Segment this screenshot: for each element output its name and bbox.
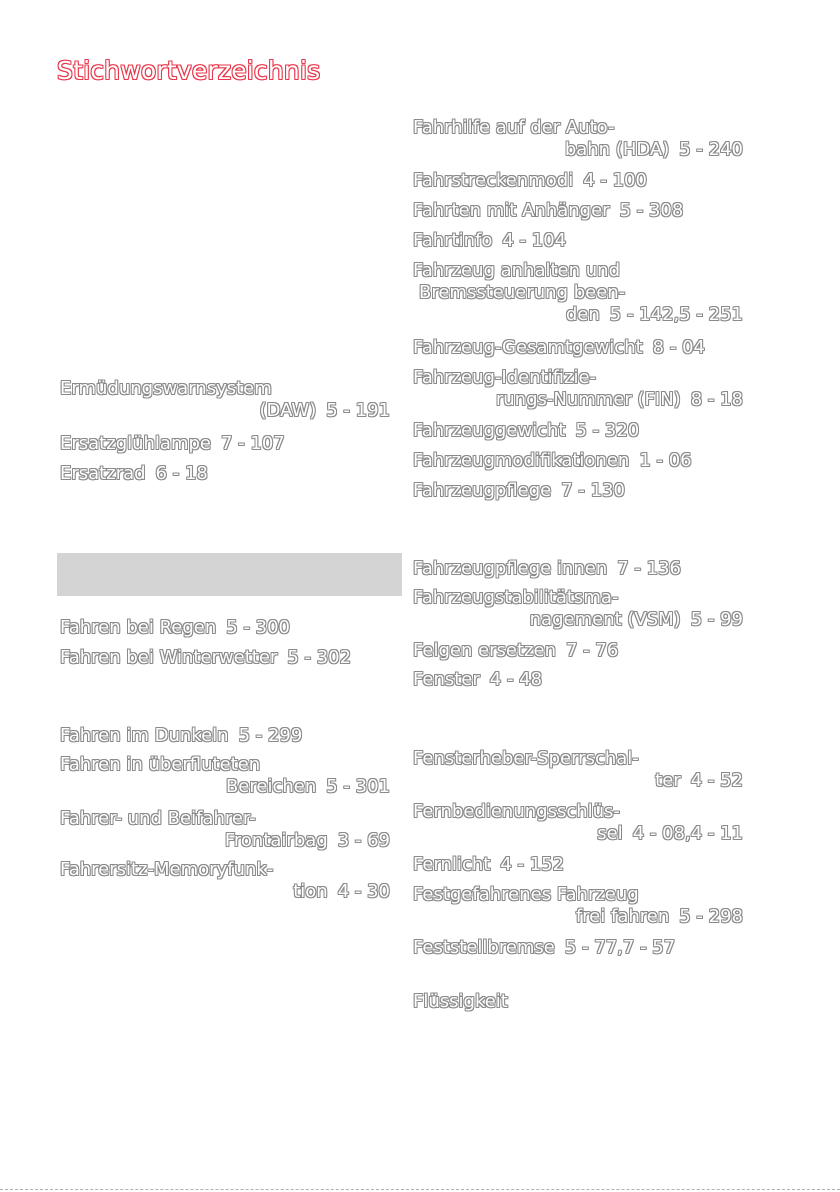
page-title: Stichwortverzeichnis <box>57 56 321 85</box>
index-entry: Fahrstreckenmodi 4 - 100 <box>413 170 647 191</box>
index-entry: Fenster 4 - 48 <box>413 669 543 690</box>
index-entry: Fahrzeugstabilitätsma- nagement (VSM) 5 - 99 <box>413 587 743 630</box>
index-entry: Fahrzeuggewicht 5 - 320 <box>413 420 640 441</box>
index-entry: Fahrten mit Anhänger 5 - 308 <box>413 200 684 221</box>
letter-section-bar <box>57 553 402 596</box>
index-entry: Fernbedienungsschlüs- sel 4 - 08,4 - 11 <box>413 801 743 844</box>
page-edge-line <box>0 1189 840 1191</box>
index-entry: Felgen ersetzen 7 - 76 <box>413 640 619 661</box>
index-entry: Fensterheber-Sperrschal- ter 4 - 52 <box>413 748 743 791</box>
index-entry: Flüssigkeit <box>413 991 508 1012</box>
index-entry: Fahrzeugmodifikationen 1 - 06 <box>413 450 692 471</box>
index-entry: Fahrer- und Beifahrer- Frontairbag 3 - 69 <box>60 808 390 851</box>
index-entry: Ermüdungswarnsystem (DAW) 5 - 191 <box>60 378 390 421</box>
index-entry: Ersatzglühlampe 7 - 107 <box>60 433 285 454</box>
index-entry: Fernlicht 4 - 152 <box>413 854 565 875</box>
index-entry: Fahrzeugpflege innen 7 - 136 <box>413 558 682 579</box>
index-entry: Fahrzeug-Gesamtgewicht 8 - 04 <box>413 337 705 358</box>
index-entry: Fahrzeugpflege 7 - 130 <box>413 480 625 501</box>
index-entry: Fahrhilfe auf der Auto- bahn (HDA) 5 - 240 <box>413 117 743 160</box>
index-entry: Ersatzrad 6 - 18 <box>60 463 208 484</box>
index-entry: Fahrzeug-Identifizie- rungs-Nummer (FIN) 8 - 18 <box>413 367 743 410</box>
index-entry: Fahrtinfo 4 - 104 <box>413 230 567 251</box>
index-entry: Fahrersitz-Memoryfunk- tion 4 - 30 <box>60 859 390 902</box>
index-entry: Fahren in überfluteten Bereichen 5 - 301 <box>60 754 390 797</box>
index-entry: Fahren im Dunkeln 5 - 299 <box>60 725 303 746</box>
index-entry: Festgefahrenes Fahrzeug frei fahren 5 - 298 <box>413 884 743 927</box>
index-entry: Fahren bei Winterwetter 5 - 302 <box>60 647 352 668</box>
index-entry: Feststellbremse 5 - 77,7 - 57 <box>413 937 676 958</box>
index-entry: Fahrzeug anhalten und Bremssteuerung been- den 5 - 142,5 - 251 <box>413 260 743 325</box>
index-entry: Fahren bei Regen 5 - 300 <box>60 617 291 638</box>
